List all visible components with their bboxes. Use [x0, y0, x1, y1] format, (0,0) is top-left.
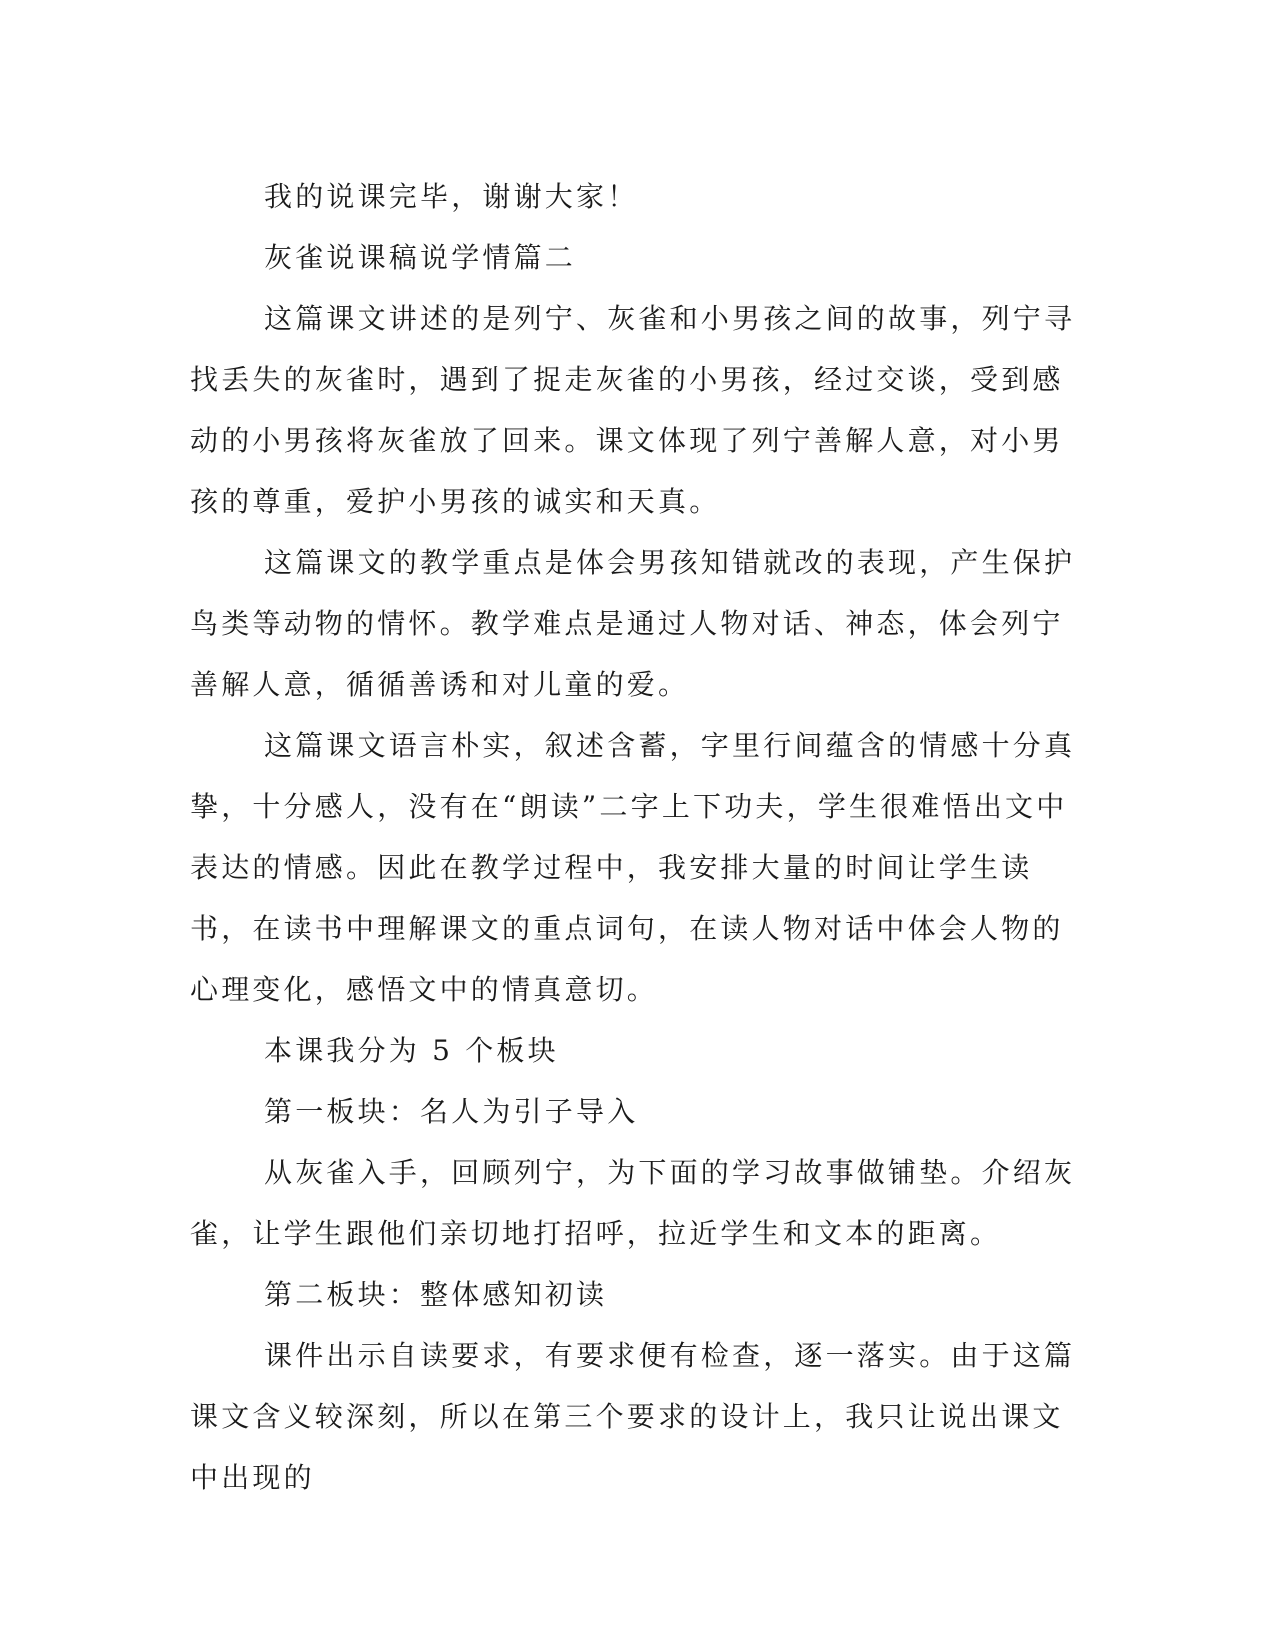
paragraph-section-two: 课件出示自读要求，有要求便有检查，逐一落实。由于这篇课文含义较深刻，所以在第三个要求的设计上，我只让说出课文中出现的	[190, 1339, 1076, 1494]
section-one-heading: 第一板块：名人为引子导入	[264, 1095, 639, 1128]
document-body	[190, 166, 1090, 1508]
section-heading: 灰雀说课稿说学情篇二	[264, 241, 577, 274]
paragraph-story-summary: 这篇课文讲述的是列宁、灰雀和小男孩之间的故事，列宁寻找丢失的灰雀时，遇到了捉走灰雀的小男孩，经过交谈，受到感动的小男孩将灰雀放了回来。课文体现了列宁善解人意，对小男孩的尊重，爱护小男孩的诚实和天真。	[190, 302, 1076, 518]
paragraph-sections-intro: 本课我分为 5 个板块	[264, 1034, 559, 1067]
paragraph-language-reading: 这篇课文语言朴实，叙述含蓄，字里行间蕴含的情感十分真挚，十分感人，没有在“朗读”二字上下功夫，学生很难悟出文中表达的情感。因此在教学过程中，我安排大量的时间让学生读书，在读书中理解课文的重点词句，在读人物对话中体会人物的心理变化，感悟文中的情真意切。	[190, 729, 1076, 1006]
paragraph-section-one: 从灰雀入手，回顾列宁，为下面的学习故事做铺垫。介绍灰雀，让学生跟他们亲切地打招呼，拉近学生和文本的距离。	[190, 1156, 1076, 1250]
paragraph-closing: 我的说课完毕，谢谢大家！	[264, 180, 639, 213]
paragraph-teaching-focus: 这篇课文的教学重点是体会男孩知错就改的表现，产生保护鸟类等动物的情怀。教学难点是通过人物对话、神态，体会列宁善解人意，循循善诱和对儿童的爱。	[190, 546, 1076, 701]
section-two-heading: 第二板块：整体感知初读	[264, 1278, 608, 1311]
